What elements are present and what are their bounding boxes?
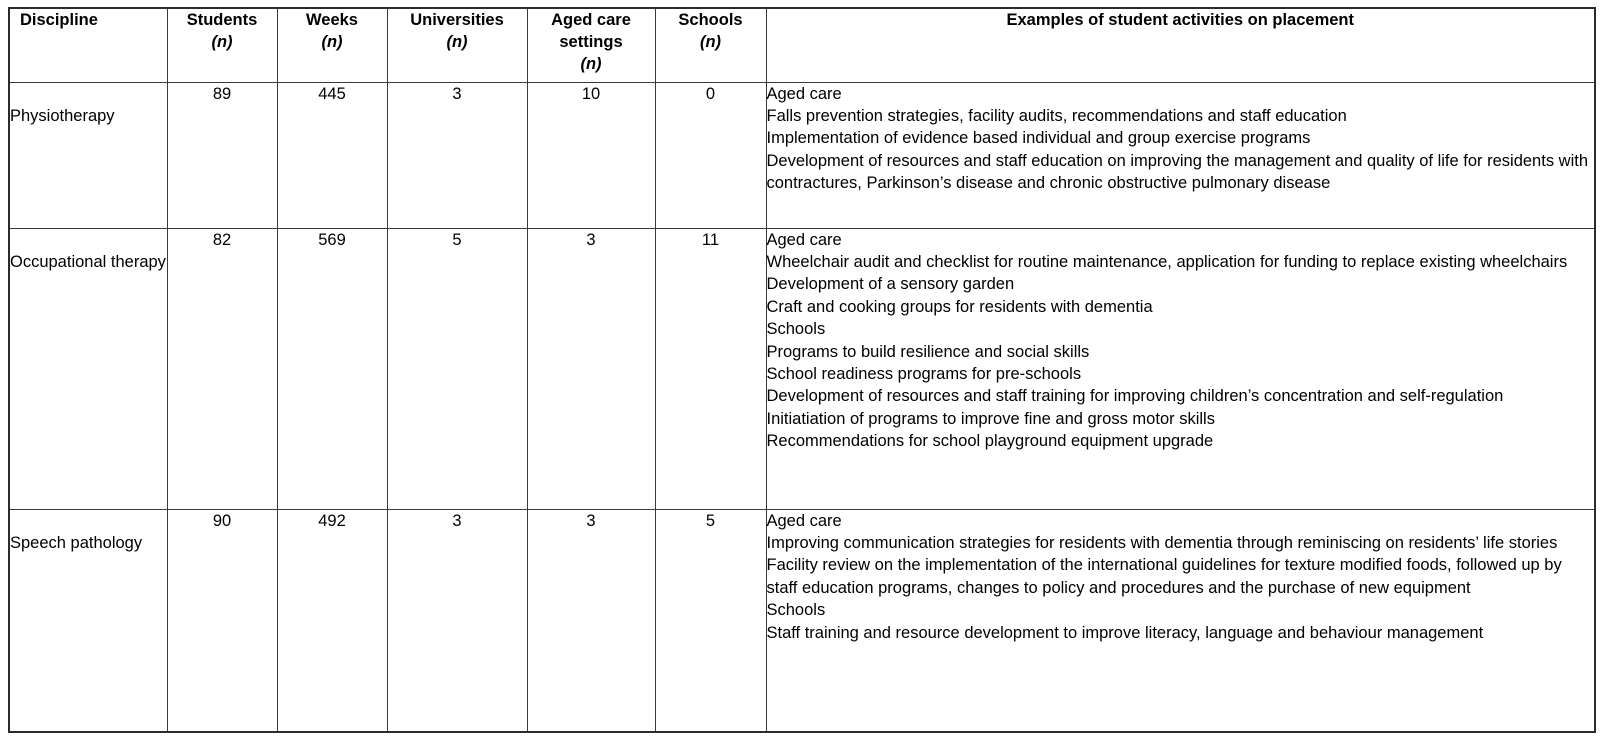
cell-discipline xyxy=(9,509,167,732)
example-line: Aged care xyxy=(766,230,842,249)
column-header-universities-label: Universities xyxy=(410,11,504,29)
example-line: Schools xyxy=(766,320,826,339)
example-line: Initiatiation of programs to improve fine and gross motor skills xyxy=(766,409,1215,428)
examples-list xyxy=(767,510,1595,644)
example-line: Recommendations for school playground equipment upgrade xyxy=(766,432,1214,451)
example-line: Improving communication strategies for residents with dementia through reminiscing on residents’ life stories xyxy=(766,533,1558,552)
example-line: Aged care xyxy=(766,84,842,103)
column-header-weeks xyxy=(277,8,387,82)
column-header-aged-care-line2: settings xyxy=(559,33,623,51)
column-header-students-label: Students xyxy=(186,11,258,29)
cell-discipline xyxy=(9,82,167,228)
example-line: School readiness programs for pre-schools xyxy=(766,364,1082,383)
column-header-universities-unit: (n) xyxy=(446,33,468,51)
column-header-schools-unit: (n) xyxy=(699,33,722,51)
weeks-count: 569 xyxy=(318,230,346,249)
column-header-students-unit: (n) xyxy=(211,33,233,51)
example-line: Facility review on the implementation of the international guidelines for texture modified foods, followed up by staff education programs, changes to policy and procedures and the purchase of new equipment xyxy=(766,556,1562,597)
cell-universities xyxy=(387,82,527,228)
column-header-weeks-unit: (n) xyxy=(321,33,343,51)
examples-list xyxy=(767,229,1595,453)
aged-care-count: 10 xyxy=(581,84,601,103)
column-header-aged-care-unit: (n) xyxy=(580,55,602,73)
example-line: Falls prevention strategies, facility audits, recommendations and staff education xyxy=(766,106,1347,125)
universities-count: 3 xyxy=(452,84,462,103)
student-placement-table xyxy=(8,7,1596,733)
column-header-discipline xyxy=(9,8,167,82)
aged-care-count: 3 xyxy=(586,230,596,249)
universities-count: 5 xyxy=(452,230,462,249)
cell-weeks xyxy=(277,82,387,228)
column-header-aged-care-line1: Aged care xyxy=(551,11,631,29)
cell-students xyxy=(167,228,277,509)
cell-students xyxy=(167,509,277,732)
aged-care-count: 3 xyxy=(586,511,596,530)
cell-universities xyxy=(387,509,527,732)
table-row xyxy=(9,509,1595,732)
example-line: Development of a sensory garden xyxy=(766,275,1015,294)
column-header-discipline-label: Discipline xyxy=(20,11,98,29)
schools-count: 5 xyxy=(705,511,716,530)
cell-discipline xyxy=(9,228,167,509)
students-count: 90 xyxy=(212,511,232,530)
universities-count: 3 xyxy=(452,511,462,530)
column-header-students xyxy=(167,8,277,82)
discipline-name: Occupational therapy xyxy=(10,252,166,271)
column-header-weeks-label: Weeks xyxy=(306,11,358,29)
cell-schools xyxy=(655,509,766,732)
example-line: Aged care xyxy=(766,511,842,530)
table-header xyxy=(9,8,1595,82)
cell-weeks xyxy=(277,509,387,732)
cell-aged-care-settings xyxy=(527,228,655,509)
column-header-aged-care-settings xyxy=(527,8,655,82)
discipline-name: Physiotherapy xyxy=(10,106,115,125)
column-header-examples-label: Examples of student activities on placement xyxy=(1006,11,1354,29)
students-count: 82 xyxy=(212,230,232,249)
schools-count: 11 xyxy=(701,230,720,249)
example-line: Development of resources and staff training for improving children’s concentration and self-regulation xyxy=(766,387,1504,406)
example-line: Schools xyxy=(766,601,826,620)
cell-schools xyxy=(655,228,766,509)
cell-aged-care-settings xyxy=(527,82,655,228)
example-line: Craft and cooking groups for residents with dementia xyxy=(766,297,1153,316)
cell-examples xyxy=(766,82,1595,228)
column-header-schools xyxy=(655,8,766,82)
example-line: Implementation of evidence based individual and group exercise programs xyxy=(766,129,1311,148)
examples-list xyxy=(767,83,1595,195)
weeks-count: 492 xyxy=(318,511,346,530)
cell-universities xyxy=(387,228,527,509)
table-row xyxy=(9,82,1595,228)
cell-students xyxy=(167,82,277,228)
example-line: Development of resources and staff education on improving the management and quality of life for residents with contractures, Parkinson’s disease and chronic obstructive pulmonary disease xyxy=(766,151,1588,193)
placement-table-container xyxy=(8,7,1594,733)
example-line: Programs to build resilience and social skills xyxy=(766,342,1090,361)
cell-aged-care-settings xyxy=(527,509,655,732)
table-body xyxy=(9,82,1595,732)
cell-weeks xyxy=(277,228,387,509)
weeks-count: 445 xyxy=(318,84,346,103)
header-row xyxy=(9,8,1595,82)
schools-count: 0 xyxy=(705,84,716,103)
column-header-schools-label: Schools xyxy=(678,11,743,29)
students-count: 89 xyxy=(212,84,232,103)
example-line: Wheelchair audit and checklist for routine maintenance, application for funding to replace existing wheelchairs xyxy=(766,252,1568,271)
column-header-examples xyxy=(766,8,1595,82)
cell-examples xyxy=(766,228,1595,509)
cell-examples xyxy=(766,509,1595,732)
cell-schools xyxy=(655,82,766,228)
table-row xyxy=(9,228,1595,509)
discipline-name: Speech pathology xyxy=(10,533,143,552)
example-line: Staff training and resource development to improve literacy, language and behaviour management xyxy=(766,623,1484,642)
column-header-universities xyxy=(387,8,527,82)
